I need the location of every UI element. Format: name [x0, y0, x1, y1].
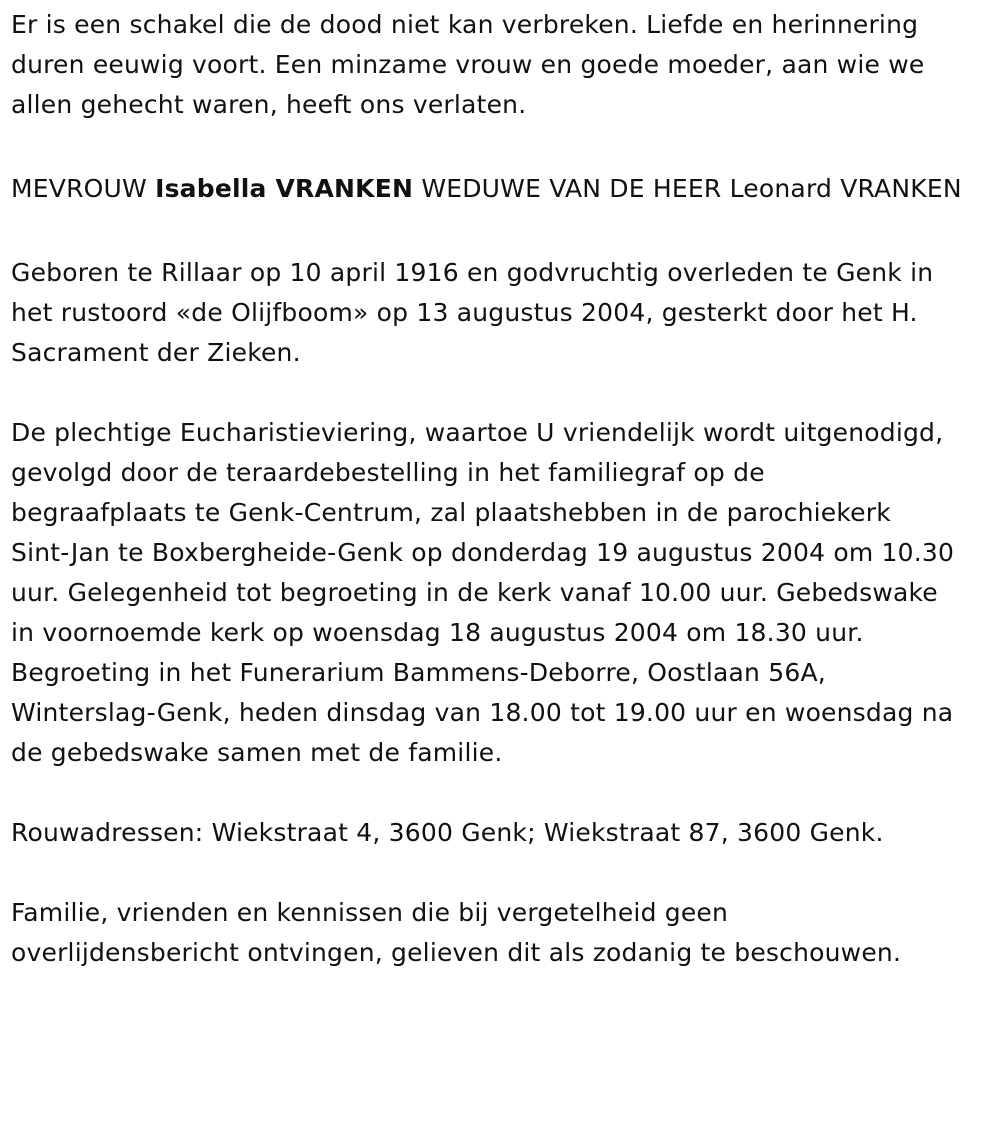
mourning-addresses-paragraph	[11, 813, 989, 853]
birth-death-line: Sacrament der Zieken.	[11, 338, 301, 367]
ceremony-line: begraafplaats te Genk-Centrum, zal plaatshebben in de parochiekerk	[11, 498, 891, 527]
birth-death-line: het rustoord «de Olijfboom» op 13 augustus 2004, gesterkt door het H.	[11, 298, 918, 327]
ceremony-line: in voornoemde kerk op woensdag 18 augustus 2004 om 18.30 uur.	[11, 618, 864, 647]
title-mevrouw: MEVROUW	[11, 174, 147, 203]
birth-death-line: Geboren te Rillaar op 10 april 1916 en godvruchtig overleden te Genk in	[11, 258, 934, 287]
mourning-addresses-line: Rouwadressen: Wiekstraat 4, 3600 Genk; Wiekstraat 87, 3600 Genk.	[11, 818, 884, 847]
ceremony-paragraph	[11, 413, 989, 773]
ceremony-line: gevolgd door de teraardebestelling in het familiegraf op de	[11, 458, 765, 487]
ceremony-line: Winterslag-Genk, heden dinsdag van 18.00 tot 19.00 uur en woensdag na	[11, 698, 954, 727]
ceremony-line: De plechtige Eucharistieviering, waartoe U vriendelijk wordt uitgenodigd,	[11, 418, 944, 447]
intro-line: duren eeuwig voort. Een minzame vrouw en goede moeder, aan wie we	[11, 50, 925, 79]
intro-line: Er is een schakel die de dood niet kan verbreken. Liefde en herinnering	[11, 10, 919, 39]
title-widow: WEDUWE VAN DE HEER	[421, 174, 722, 203]
ceremony-line: uur. Gelegenheid tot begroeting in de kerk vanaf 10.00 uur. Gebedswake	[11, 578, 938, 607]
closing-note-line: overlijdensbericht ontvingen, gelieven dit als zodanig te beschouwen.	[11, 938, 902, 967]
closing-note-line: Familie, vrienden en kennissen die bij vergetelheid geen	[11, 898, 729, 927]
ceremony-line: Begroeting in het Funerarium Bammens-Deborre, Oostlaan 56A,	[11, 658, 826, 687]
deceased-name: Isabella VRANKEN	[155, 174, 414, 203]
intro-paragraph	[11, 0, 989, 125]
ceremony-line: Sint-Jan te Boxbergheide-Genk op donderdag 19 augustus 2004 om 10.30	[11, 538, 955, 567]
closing-note-paragraph	[11, 893, 989, 973]
birth-death-paragraph	[11, 253, 989, 373]
intro-line: allen gehecht waren, heeft ons verlaten.	[11, 90, 527, 119]
spouse-name: Leonard VRANKEN	[729, 174, 962, 203]
ceremony-line: de gebedswake samen met de familie.	[11, 738, 503, 767]
